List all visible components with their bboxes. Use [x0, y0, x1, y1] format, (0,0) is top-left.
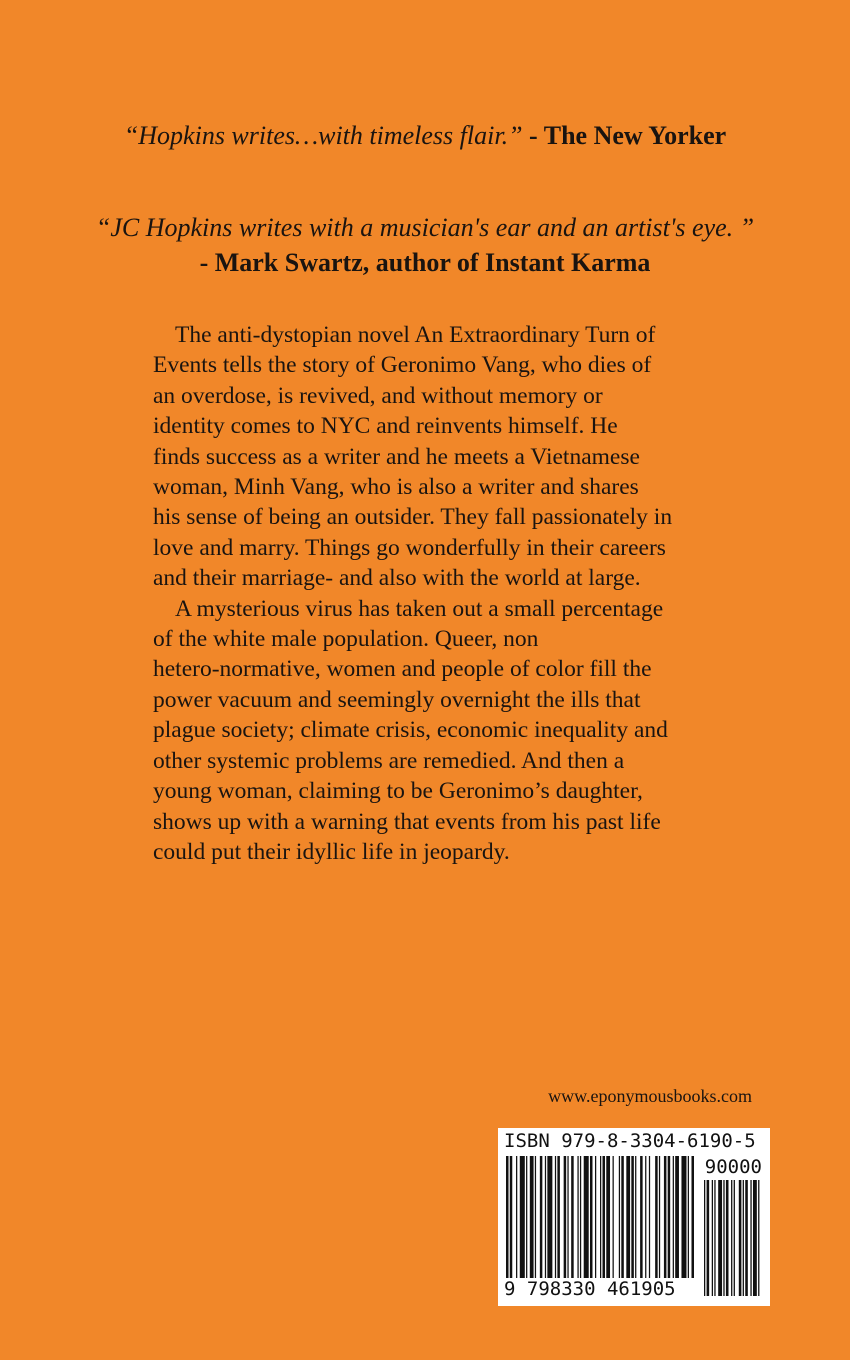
review-quote-text: “Hopkins writes…with timeless flair.” [123, 121, 523, 150]
barcode-bar [758, 1180, 759, 1296]
barcode-bar [631, 1156, 634, 1278]
barcode-bar [723, 1180, 724, 1296]
barcode-bar [691, 1156, 694, 1278]
barcode-bar [580, 1156, 581, 1278]
ean-digits: 9 798330 461905 [504, 1278, 676, 1300]
barcode-bar [564, 1156, 567, 1278]
barcode-bar [530, 1156, 534, 1278]
description-line: woman, Minh Vang, who is also a writer and shares [153, 474, 639, 501]
barcode-bar [675, 1156, 679, 1278]
barcode-bar [745, 1180, 748, 1296]
barcode-bar [739, 1180, 742, 1296]
barcode-bar [506, 1156, 509, 1278]
description-line: Events tells the story of Geronimo Vang, who dies of [153, 352, 652, 379]
price-code: 90000 [704, 1156, 762, 1178]
review-quote-text: “JC Hopkins writes with a musician's ear and an artist's eye. ” [95, 213, 755, 242]
barcode-bar [606, 1156, 610, 1278]
barcode-bar [673, 1156, 674, 1278]
barcode-bar [567, 1156, 568, 1278]
isbn-barcode [498, 1128, 770, 1306]
description-line: A mysterious virus has taken out a small percentage [175, 595, 664, 622]
description-line: finds success as a writer and he meets a Vietnamese [153, 443, 640, 470]
review-quote-mark-swartz [0, 210, 850, 280]
book-description [153, 320, 713, 867]
addon-barcode-bars [704, 1180, 762, 1296]
barcode-bar [535, 1156, 536, 1278]
barcode-bar [731, 1180, 732, 1296]
barcode-bar [649, 1156, 650, 1278]
description-line: The anti-dystopian novel An Extraordinary Turn of [175, 322, 656, 348]
publisher-website: www.eponymousbooks.com [548, 1086, 752, 1106]
barcode-bar [659, 1156, 660, 1278]
barcode-bar [571, 1156, 574, 1278]
barcode-bar [547, 1156, 552, 1278]
description-line: of the white male population. Queer, non [153, 626, 539, 653]
barcode-bar [734, 1180, 735, 1296]
description-line: other systemic problems are remedied. And then a [153, 747, 625, 774]
barcode-bar [526, 1156, 527, 1278]
barcode-bar [603, 1156, 606, 1278]
description-line: shows up with a warning that events from his past life [153, 808, 661, 835]
barcode-bar [726, 1180, 729, 1296]
barcode-bar [557, 1156, 560, 1278]
barcode-bar [655, 1156, 658, 1278]
barcode-bar [520, 1156, 525, 1278]
barcode-bar [718, 1180, 722, 1296]
description-line: hetero-normative, women and people of color fill the [153, 656, 652, 683]
barcode-bar [712, 1180, 713, 1296]
description-line: young woman, claiming to be Geronimo’s daughter, [153, 778, 643, 805]
description-paragraph-1 [153, 320, 713, 594]
barcode-bar [635, 1156, 636, 1278]
barcode-bar [626, 1156, 630, 1278]
description-line: his sense of being an outsider. They fall passionately in [153, 504, 673, 531]
isbn-label: ISBN 979-8-3304-6190-5 [504, 1130, 756, 1152]
description-paragraph-2 [153, 594, 713, 868]
barcode-bar [545, 1156, 546, 1278]
barcode-bar [584, 1156, 589, 1278]
barcode-bar [640, 1156, 643, 1278]
description-line: plague society; climate crisis, economic inequality and [153, 717, 668, 744]
review-quote-new-yorker [0, 120, 850, 152]
barcode-bar [664, 1156, 667, 1278]
description-line: identity comes to NYC and reinvents himself. He [153, 413, 618, 440]
barcode-bar [668, 1156, 671, 1278]
barcode-bar [619, 1156, 620, 1278]
barcode-bar [688, 1156, 689, 1278]
description-line: power vacuum and seemingly overnight the ills that [153, 686, 641, 713]
barcode-bar [743, 1180, 744, 1296]
barcode-bar [516, 1156, 517, 1278]
barcode-bar [555, 1156, 556, 1278]
barcode-bar [595, 1156, 596, 1278]
barcode-bar [714, 1180, 715, 1296]
barcode-bar [600, 1156, 601, 1278]
barcode-bar [704, 1180, 705, 1296]
barcode-bar [707, 1180, 710, 1296]
review-quote-source: - The New Yorker [529, 121, 727, 150]
description-line: and their marriage- and also with the world at large. [153, 565, 641, 592]
barcode-bar [510, 1156, 513, 1278]
review-quote-source: - Mark Swartz, author of Instant Karma [199, 248, 651, 277]
barcode-bar [645, 1156, 646, 1278]
description-line: love and marry. Things go wonderfully in their careers [153, 534, 666, 561]
barcode-bar [621, 1156, 624, 1278]
barcode-bar [750, 1180, 751, 1296]
barcode-bar [753, 1180, 757, 1296]
description-line: could put their idyllic life in jeopardy. [153, 838, 510, 865]
barcode-bar [540, 1156, 543, 1278]
barcode-bar [681, 1156, 686, 1278]
barcode-bar [613, 1156, 614, 1278]
barcode-bar [590, 1156, 593, 1278]
description-line: an overdose, is revived, and without memory or [153, 382, 603, 409]
ean-barcode-bars [506, 1156, 696, 1278]
barcode-bar [577, 1156, 578, 1278]
